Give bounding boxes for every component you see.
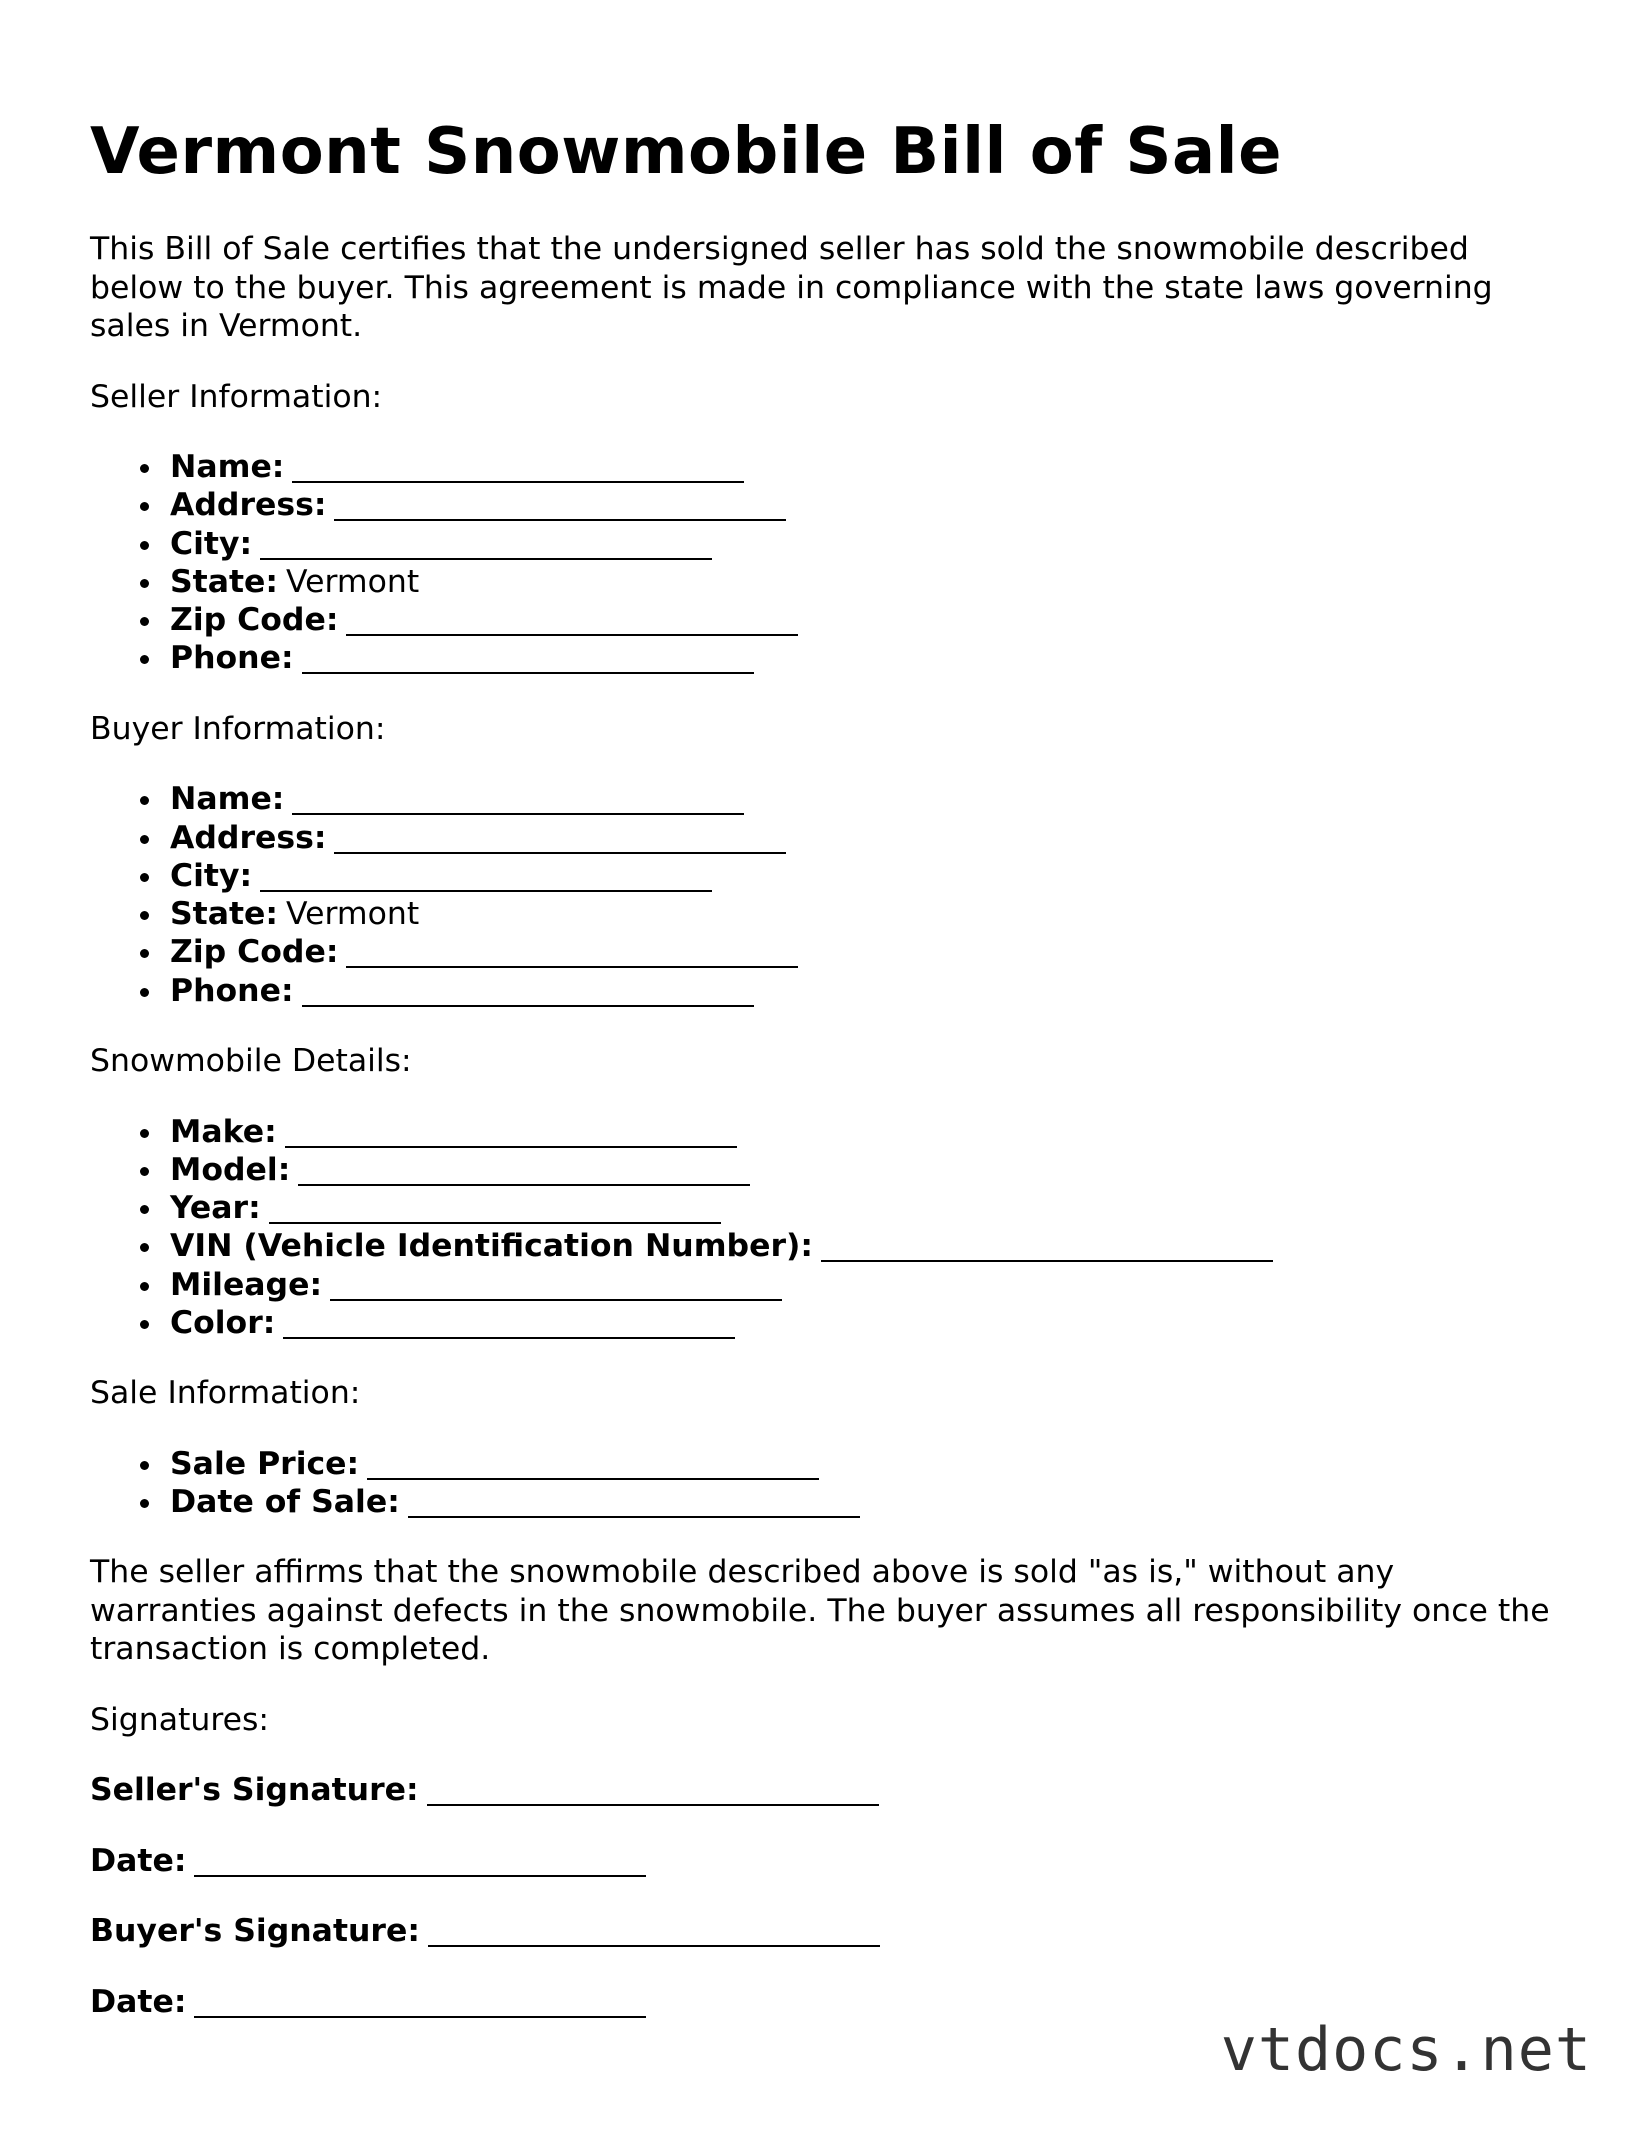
- seller-fields-list: [90, 448, 1570, 678]
- snowmobile-make-blank[interactable]: [285, 1116, 737, 1148]
- buyer-name-item: [170, 780, 1570, 818]
- watermark-text: vtdocs.net: [1220, 2015, 1592, 2085]
- field-label: Name:: [170, 781, 285, 818]
- seller-section-heading: Seller Information:: [90, 378, 383, 415]
- field-label: Sale Price:: [170, 1445, 360, 1482]
- field-label: Year:: [170, 1190, 261, 1227]
- field-label: Phone:: [170, 640, 294, 677]
- field-label: Address:: [170, 487, 327, 524]
- seller-address-blank[interactable]: [334, 489, 786, 521]
- buyer-state-item: [170, 895, 1570, 933]
- seller-signature-blank[interactable]: [427, 1774, 879, 1806]
- field-label: Color:: [170, 1305, 276, 1342]
- seller-date-label: Date:: [90, 1842, 187, 1879]
- sale-section-heading: Sale Information:: [90, 1375, 361, 1412]
- snowmobile-mileage-item: [170, 1266, 1570, 1304]
- seller-city-item: [170, 525, 1570, 563]
- seller-name-item: [170, 448, 1570, 486]
- buyer-signature-row: [90, 1912, 1570, 1951]
- seller-state-value: Vermont: [286, 563, 420, 600]
- seller-name-blank[interactable]: [292, 451, 744, 483]
- document-page: [90, 112, 1570, 2021]
- field-label: State:: [170, 896, 279, 933]
- field-label: Date of Sale:: [170, 1484, 400, 1521]
- sale-price-blank[interactable]: [367, 1448, 819, 1480]
- snowmobile-vin-item: [170, 1227, 1570, 1265]
- buyer-zip-item: [170, 933, 1570, 971]
- field-label: Zip Code:: [170, 934, 339, 971]
- snowmobile-year-blank[interactable]: [269, 1192, 721, 1224]
- sale-fields-list: [90, 1445, 1570, 1522]
- buyer-section-heading: Buyer Information:: [90, 710, 386, 747]
- sale-date-item: [170, 1483, 1570, 1521]
- sale-price-item: [170, 1445, 1570, 1483]
- document-title: Vermont Snowmobile Bill of Sale: [90, 115, 1282, 189]
- field-label: Zip Code:: [170, 602, 339, 639]
- field-label: City:: [170, 525, 253, 562]
- field-label: Model:: [170, 1151, 291, 1188]
- buyer-date-blank[interactable]: [194, 1986, 646, 2018]
- buyer-phone-item: [170, 972, 1570, 1010]
- buyer-signature-blank[interactable]: [428, 1915, 880, 1947]
- seller-signature-row: [90, 1771, 1570, 1810]
- buyer-signature-label: Buyer's Signature:: [90, 1913, 420, 1950]
- buyer-state-value: Vermont: [286, 896, 420, 933]
- snowmobile-model-blank[interactable]: [298, 1154, 750, 1186]
- snowmobile-vin-blank[interactable]: [821, 1230, 1273, 1262]
- buyer-city-blank[interactable]: [260, 860, 712, 892]
- seller-phone-item: [170, 639, 1570, 677]
- snowmobile-model-item: [170, 1151, 1570, 1189]
- seller-zip-item: [170, 601, 1570, 639]
- field-label: Phone:: [170, 972, 294, 1009]
- buyer-zip-blank[interactable]: [346, 936, 798, 968]
- seller-date-row: [90, 1842, 1570, 1881]
- buyer-fields-list: [90, 780, 1570, 1010]
- seller-zip-blank[interactable]: [346, 604, 798, 636]
- seller-phone-blank[interactable]: [302, 642, 754, 674]
- snowmobile-section-heading: Snowmobile Details:: [90, 1043, 412, 1080]
- snowmobile-color-item: [170, 1304, 1570, 1342]
- field-label: Name:: [170, 449, 285, 485]
- field-label: Address:: [170, 819, 327, 856]
- signatures-heading: Signatures:: [90, 1701, 269, 1738]
- seller-signature-label: Seller's Signature:: [90, 1772, 419, 1809]
- seller-state-item: [170, 563, 1570, 601]
- buyer-address-item: [170, 819, 1570, 857]
- field-label: Make:: [170, 1113, 277, 1150]
- buyer-city-item: [170, 857, 1570, 895]
- seller-city-blank[interactable]: [260, 528, 712, 560]
- buyer-name-blank[interactable]: [292, 783, 744, 815]
- buyer-address-blank[interactable]: [334, 822, 786, 854]
- field-label: VIN (Vehicle Identification Number):: [170, 1228, 813, 1265]
- snowmobile-fields-list: [90, 1113, 1570, 1343]
- buyer-phone-blank[interactable]: [302, 975, 754, 1007]
- snowmobile-mileage-blank[interactable]: [330, 1269, 782, 1301]
- intro-paragraph: This Bill of Sale certifies that the undersigned seller has sold the snowmobile described below to the buyer. This agreement is made in compliance with the state laws governing sales in Vermont.: [90, 231, 1493, 344]
- snowmobile-make-item: [170, 1113, 1570, 1151]
- sale-date-blank[interactable]: [408, 1486, 860, 1518]
- seller-address-item: [170, 486, 1570, 524]
- snowmobile-year-item: [170, 1189, 1570, 1227]
- field-label: State:: [170, 563, 279, 600]
- closing-paragraph: The seller affirms that the snowmobile described above is sold "as is," without any warranties against defects in the snowmobile. The buyer assumes all responsibility once the transaction is completed.: [90, 1554, 1550, 1668]
- buyer-date-label: Date:: [90, 1983, 187, 2020]
- field-label: Mileage:: [170, 1266, 323, 1303]
- seller-date-blank[interactable]: [194, 1845, 646, 1877]
- snowmobile-color-blank[interactable]: [283, 1307, 735, 1339]
- field-label: City:: [170, 857, 253, 894]
